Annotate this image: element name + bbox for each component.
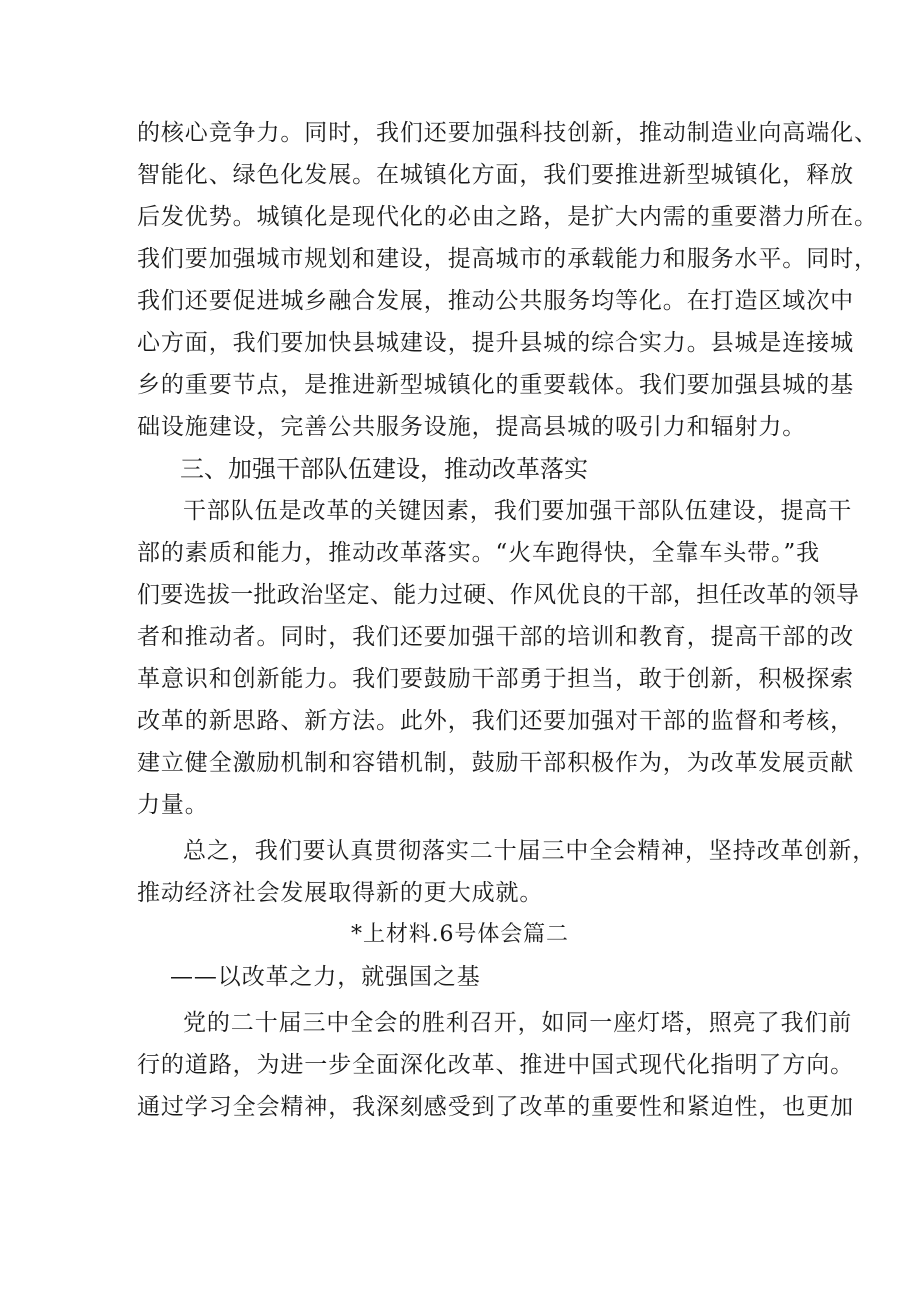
paragraph-line: 部的素质和能力，推动改革落实。“火车跑得快，全靠车头带。”我 [137,540,821,566]
paragraph-line: 后发优势。城镇化是现代化的必由之路，是扩大内需的重要潜力所在。 [137,204,878,230]
paragraph-line: 乡的重要节点，是推进新型城镇化的重要载体。我们要加强县城的基 [137,372,854,398]
paragraph-line: 革意识和创新能力。我们要鼓励干部勇于担当，敢于创新，积极探索 [137,666,854,692]
paragraph-line: 建立健全激励机制和容错机制，鼓励干部积极作为，为改革发展贡献 [137,750,854,776]
paragraph-line: 总之，我们要认真贯彻落实二十届三中全会精神，坚持改革创新， [183,838,877,864]
paragraph-line: 行的道路，为进一步全面深化改革、推进中国式现代化指明了方向。 [137,1052,854,1078]
paragraph-line: 心方面，我们要加快县城建设，提升县城的综合实力。县城是连接城 [137,330,854,356]
section-heading: 三、加强干部队伍建设，推动改革落实 [180,455,588,483]
subtitle: ——以改革之力，就强国之基 [170,964,481,990]
paragraph-line: 党的二十届三中全会的胜利召开，如同一座灯塔，照亮了我们前 [183,1010,853,1036]
paragraph-line: 我们还要促进城乡融合发展，推动公共服务均等化。在打造区域次中 [137,288,854,314]
paragraph-line: 通过学习全会精神，我深刻感受到了改革的重要性和紧迫性，也更加 [137,1094,854,1120]
paragraph-line: 我们要加强城市规划和建设，提高城市的承载能力和服务水平。同时， [137,246,878,272]
paragraph-line: 的核心竞争力。同时，我们还要加强科技创新，推动制造业向高端化、 [137,120,878,146]
paragraph-line: 推动经济社会发展取得新的更大成就。 [137,880,544,906]
paragraph-line: 智能化、绿色化发展。在城镇化方面，我们要推进新型城镇化，释放 [137,162,854,188]
paragraph-line: 者和推动者。同时，我们还要加强干部的培训和教育，提高干部的改 [137,624,854,650]
paragraph-line: 干部队伍是改革的关键因素，我们要加强干部队伍建设，提高干 [183,498,853,524]
paragraph-line: 础设施建设，完善公共服务设施，提高县城的吸引力和辐射力。 [137,414,807,440]
paragraph-line: 们要选拔一批政治坚定、能力过硬、作风优良的干部，担任改革的领导 [137,582,860,608]
paragraph-line: 力量。 [137,792,209,818]
paragraph-line: 改革的新思路、新方法。此外，我们还要加强对干部的监督和考核， [137,708,854,734]
section-title: *上材料.6号体会篇二 [351,922,569,947]
